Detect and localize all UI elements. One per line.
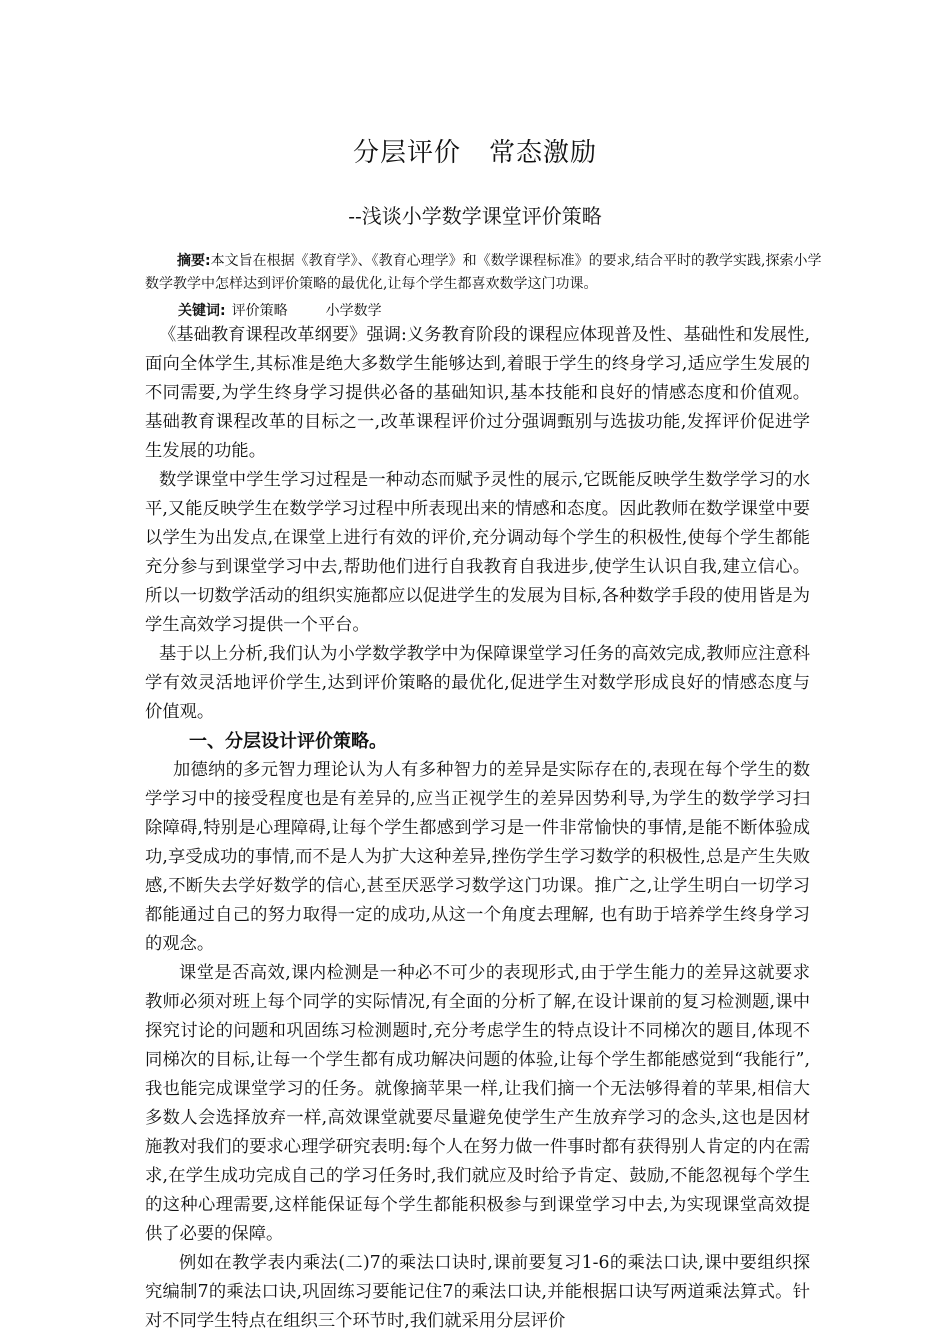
page-title [0,132,950,169]
article-body [145,321,810,1336]
keywords-label: 关键词: [178,303,226,319]
title-part-2: 常态激励 [489,138,598,168]
paragraph: 数学课堂中学生学习过程是一种动态而赋予灵性的展示,它既能反映学生数学学习的水平,又能反映学生在数学学习过程中所表现出来的情感和态度。因此教师在数学课堂中要以学生为出发点,在课堂上进行有效的评价,充分调动每个学生的积极性,使每个学生都能充分参与到课堂学习中去,帮助他们进行自我教育自我进步,使学生认识自我,建立信心。所以一切数学活动的组织实施都应以促进学生的发展为目标,各种数学手段的使用皆是为学生高效学习提供一个平台。 [145,470,810,635]
paragraph: 课堂是否高效,课内检测是一种必不可少的表现形式,由于学生能力的差异这就要求教师必须对班上每个同学的实际情况,有全面的分析了解,在设计课前的复习检测题,课中探究讨论的问题和巩固练习检测题时,充分考虑学生的特点设计不同梯次的题目,体现不同梯次的目标,让每一个学生都有成功解决问题的体验,让每个学生都能感觉到“我能行”,我也能完成课堂学习的任务。就像摘苹果一样,让我们摘一个无法够得着的苹果,相信大多数人会选择放弃一样,高效课堂就要尽量避免使学生产生放弃学习的念头,这也是因材施教对我们的要求心理学研究表明:每个人在努力做一件事时都有获得别人肯定的内在需求,在学生成功完成自己的学习任务时,我们就应及时给予肯定、鼓励,不能忽视每个学生的这种心理需要,这样能保证每个学生都能积极参与到课堂学习中去,为实现课堂高效提供了必要的保障。 [145,963,810,1244]
paragraph: 《基础教育课程改革纲要》强调:义务教育阶段的课程应体现普及性、基础性和发展性,面向全体学生,其标准是绝大多数学生能够达到,着眼于学生的终身学习,适应学生发展的不同需要,为学生终身学习提供必备的基础知识,基本技能和良好的情感态度和价值观。基础教育课程改革的目标之一,改革课程评价过分强调甄别与选拔功能,发挥评价促进学生发展的功能。 [145,325,810,461]
paragraph: 加德纳的多元智力理论认为人有多种智力的差异是实际存在的,表现在每个学生的数学学习中的接受程度也是有差异的,应当正视学生的差异因势利导,为学生的数学学习扫除障碍,特别是心理障碍,让每个学生都感到学习是一件非常愉快的事情,是能不断体验成功,享受成功的事情,而不是人为扩大这种差异,挫伤学生学习数学的积极性,总是产生失败感,不断失去学好数学的信心,甚至厌恶学习数学这门功课。推广之,让学生明白一切学习都能通过自己的努力取得一定的成功,从这一个角度去理解, 也有助于培养学生终身学习的观念。 [145,760,810,954]
keyword-1: 评价策略 [231,303,288,319]
abstract [145,250,825,296]
keyword-2: 小学数学 [325,303,382,319]
abstract-text: 本文旨在根据《教育学》、《教育心理学》和《数学课程标准》的要求,结合平时的教学实践,探索小学数学教学中怎样达到评价策略的最优化,让每个学生都喜欢数学这门功课。 [145,253,822,292]
page-subtitle: --浅谈小学数学课堂评价策略 [348,204,602,228]
paragraph: 例如在教学表内乘法(二)7的乘法口诀时,课前要复习1-6的乘法口诀,课中要组织探究编制7的乘法口诀,巩固练习要能记住7的乘法口诀,并能根据口诀写两道乘法算式。针对不同学生特点在组织三个环节时,我们就采用分层评价 [145,1253,810,1331]
keywords [178,300,382,322]
paragraph: 基于以上分析,我们认为小学数学教学中为保障课堂学习任务的高效完成,教师应注意科学有效灵活地评价学生,达到评价策略的最优化,促进学生对数学形成良好的情感态度与价值观。 [145,644,810,722]
title-part-1: 分层评价 [352,138,461,168]
section-heading: 一、分层设计评价策略。 [189,731,387,752]
abstract-label: 摘要: [177,253,211,269]
